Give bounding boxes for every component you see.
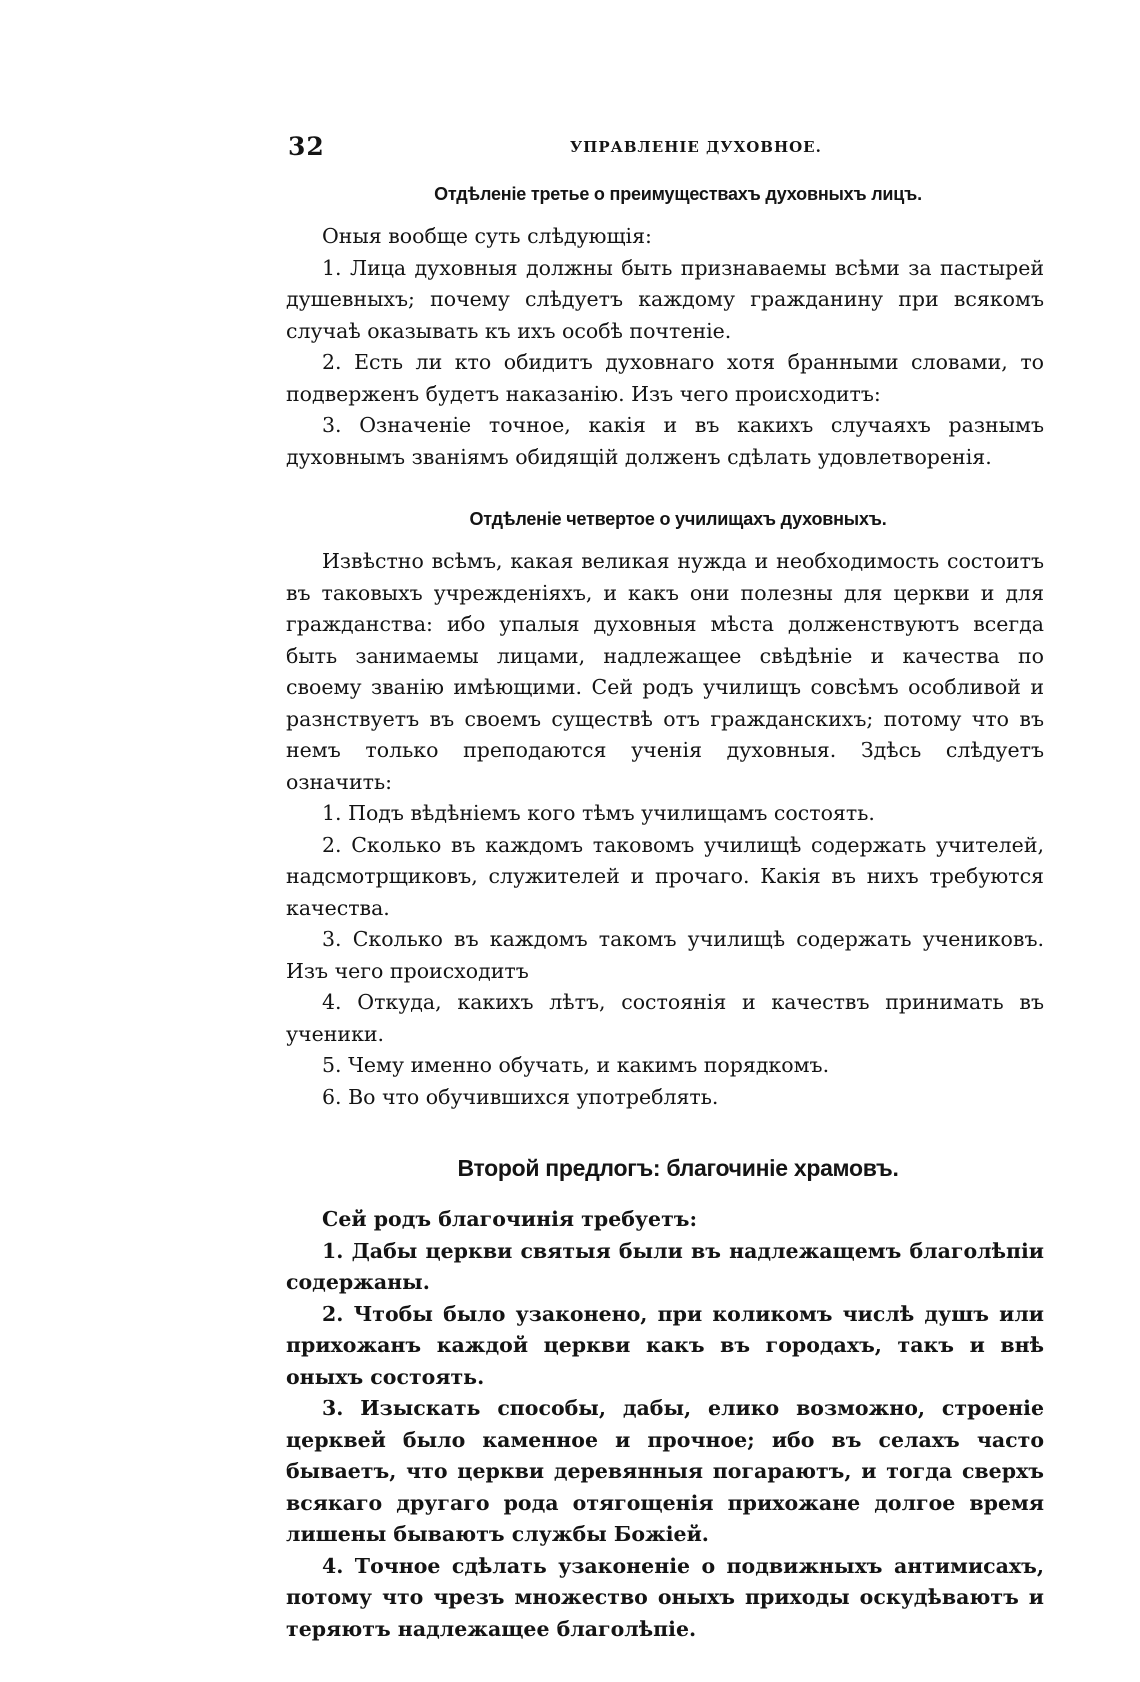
list-item: 5. Чему именно обучать, и какимъ порядкомъ. (322, 1053, 830, 1077)
list-item: 4. Точное сдѣлать узаконеніе о подвижныхъ антимисахъ, потому что чрезъ множество оныхъ приходы оскудѣваютъ и теряютъ надлежащее благолѣпіе. (286, 1553, 1044, 1641)
list-item: 2. Чтобы было узаконено, при коликомъ числѣ душъ или прихожанъ каждой церкви какъ въ городахъ, такъ и внѣ оныхъ состоять. (286, 1301, 1044, 1389)
list-item: 2. Есть ли кто обидитъ духовнаго хотя бранными словами, то подверженъ будетъ наказанію. Изъ чего происходитъ: (286, 350, 1044, 406)
list-item: 3. Означеніе точное, какія и въ какихъ случаяхъ разнымъ духовнымъ званіямъ обидящій долженъ сдѣлать удовлетворенія. (286, 413, 1044, 469)
text-column (286, 184, 1044, 1645)
list-item: 1. Подъ вѣдѣніемъ кого тѣмъ училищамъ состоять. (322, 801, 875, 825)
list-item: 2. Сколько въ каждомъ таковомъ училищѣ содержать учителей, надсмотрщиковъ, служителей и прочаго. Какія въ нихъ требуются качества. (286, 832, 1044, 920)
paragraph: Оныя вообще суть слѣдующія: (322, 224, 652, 248)
paragraph: Сей родъ благочинія требуетъ: (322, 1207, 698, 1231)
list-item: 1. Дабы церкви святыя были въ надлежащемъ благолѣпіи содержаны. (286, 1238, 1044, 1294)
subject-heading-temples: Второй предлогъ: благочиніе храмовъ. (457, 1155, 899, 1181)
list-item: 4. Откуда, какихъ лѣтъ, состоянія и качествъ принимать въ ученики. (286, 990, 1044, 1046)
section-heading-schools: Отдѣленіе четвертое о училищахъ духовныхъ. (469, 509, 887, 529)
section-heading-privileges: Отдѣленіе третье о преимуществахъ духовныхъ лицъ. (434, 184, 922, 204)
list-item: 3. Сколько въ каждомъ такомъ училищѣ содержать учениковъ. Изъ чего происходитъ (286, 927, 1044, 983)
list-item: 6. Во что обучившихся употреблять. (322, 1084, 719, 1109)
paragraph: Извѣстно всѣмъ, какая великая нужда и необходимость состоитъ въ таковыхъ учрежденіяхъ, и какъ они полезны для церкви и для гражданства: ибо упалыя духовныя мѣста долженствуютъ всегда быть занимаемы лицами, надлежащее свѣдѣніе и качества по своему званію имѣющими. Сей родъ училищъ совсѣмъ особливой и разнствуетъ въ своемъ существѣ отъ гражданскихъ; потому что въ немъ только преподаются ученія духовныя. Здѣсь слѣдуетъ означить: (286, 549, 1044, 794)
list-item: 1. Лица духовныя должны быть признаваемы всѣми за пастырей душевныхъ; почему слѣдуетъ каждому гражданину при всякомъ случаѣ оказывать къ ихъ особѣ почтеніе. (286, 255, 1044, 343)
running-title: УПРАВЛЕНІЕ ДУХОВНОЕ. (570, 138, 822, 156)
page-number: 32 (288, 132, 325, 161)
running-head (288, 132, 1044, 162)
list-item: 3. Изыскать способы, дабы, елико возможно, строеніе церквей было каменное и прочное; ибо въ селахъ часто бываетъ, что церкви деревянныя погараютъ, и тогда сверхъ всякаго другаго рода отягощенія прихожане долгое время лишены бываютъ службы Божіей. (286, 1396, 1044, 1546)
